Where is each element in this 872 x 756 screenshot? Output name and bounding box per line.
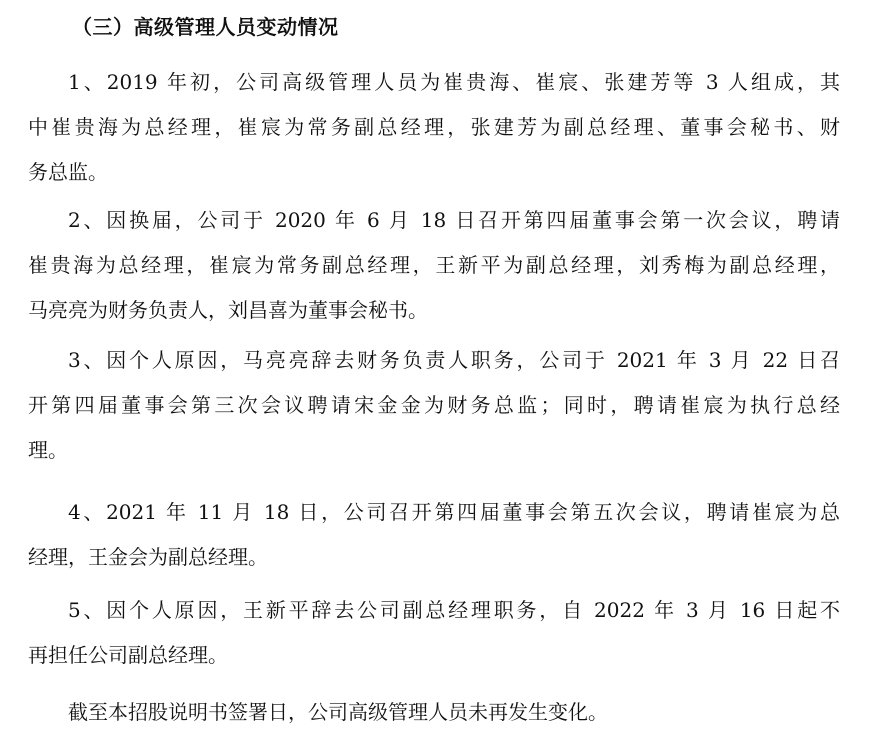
paragraph-line: 4、2021 年 11 月 18 日，公司召开第四届董事会第五次会议，聘请崔宸为总 xyxy=(68,500,840,524)
paragraph-line: 经理，王金会为副总经理。 xyxy=(28,545,268,569)
paragraph-3 xyxy=(28,338,840,473)
paragraph-line: 再担任公司副总经理。 xyxy=(28,643,228,667)
paragraph-line: 1、2019 年初，公司高级管理人员为崔贵海、崔宸、张建芳等 3 人组成，其 xyxy=(68,70,840,94)
paragraph-line: 理。 xyxy=(28,438,68,462)
paragraph-line: 5、因个人原因，王新平辞去公司副总经理职务，自 2022 年 3 月 16 日起不 xyxy=(68,598,840,622)
paragraph-line: 截至本招股说明书签署日，公司高级管理人员未再发生变化。 xyxy=(68,700,608,724)
paragraph-line: 崔贵海为总经理，崔宸为常务副总经理，王新平为副总经理，刘秀梅为副总经理， xyxy=(28,253,840,277)
paragraph-line: 2、因换届，公司于 2020 年 6 月 18 日召开第四届董事会第一次会议，聘请 xyxy=(68,208,840,232)
paragraph-4 xyxy=(28,490,840,580)
paragraph-1 xyxy=(28,60,840,195)
paragraph-line: 3、因个人原因，马亮亮辞去财务负责人职务，公司于 2021 年 3 月 22 日召 xyxy=(68,348,840,372)
paragraph-line: 中崔贵海为总经理，崔宸为常务副总经理，张建芳为副总经理、董事会秘书、财 xyxy=(28,115,840,139)
paragraph-5 xyxy=(28,588,840,678)
section-heading: （三）高级管理人员变动情况 xyxy=(72,15,339,39)
paragraph-2 xyxy=(28,198,840,333)
paragraph-6 xyxy=(28,690,840,735)
paragraph-line: 开第四届董事会第三次会议聘请宋金金为财务总监；同时，聘请崔宸为执行总经 xyxy=(28,393,840,417)
paragraph-line: 务总监。 xyxy=(28,160,108,184)
paragraph-line: 马亮亮为财务负责人，刘昌喜为董事会秘书。 xyxy=(28,298,428,322)
